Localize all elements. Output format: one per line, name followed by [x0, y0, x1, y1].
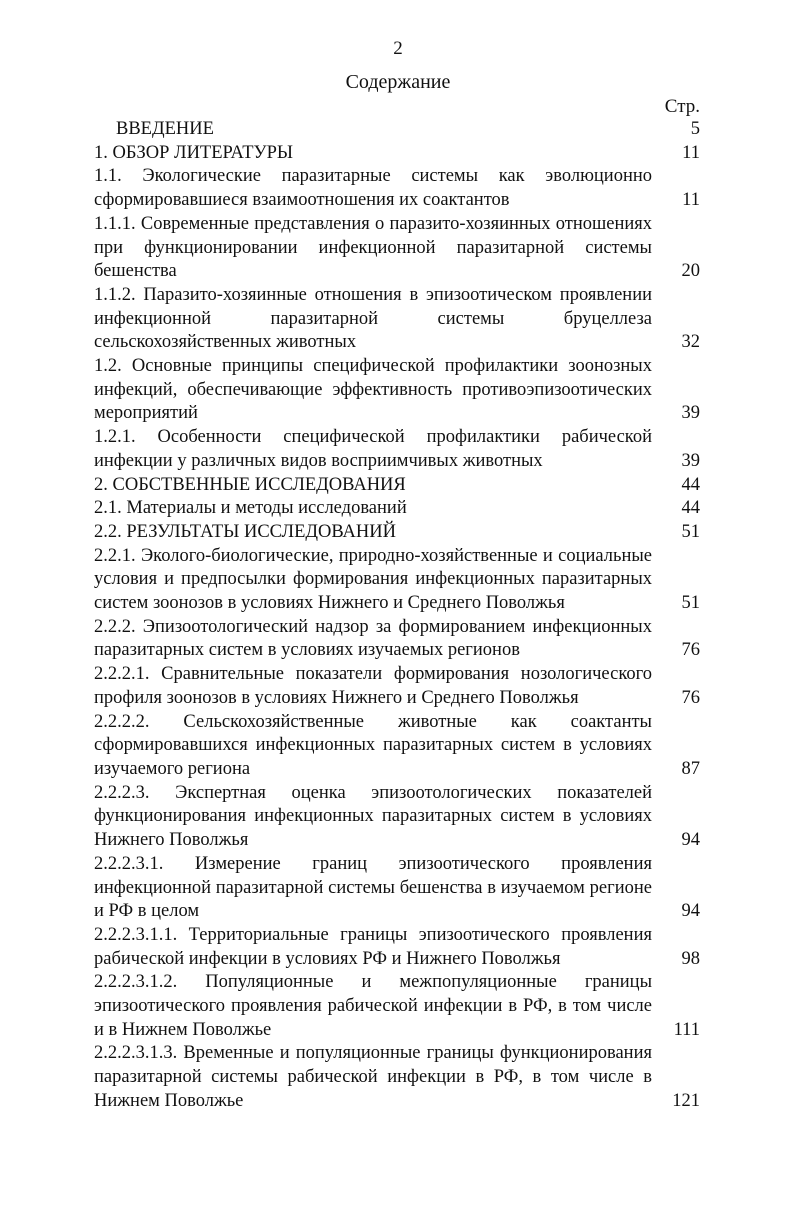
toc-entry: [94, 355, 700, 426]
toc-entry: [94, 663, 700, 710]
toc-entry: [94, 782, 700, 853]
toc-entry-text: 2.2.2.1. Сравнительные показатели формирования нозологического профиля зоонозов в условиях Нижнего и Среднего Поволжья: [94, 664, 652, 708]
toc-entry-text: 1.1.2. Паразито-хозяинные отношения в эпизоотическом проявлении инфекционной паразитарной системы бруцеллеза сельскохозяйственных животных: [94, 284, 652, 353]
toc-entry: [94, 497, 700, 521]
toc-entry: [94, 711, 700, 782]
toc-entry: [94, 1042, 700, 1113]
toc-entry-page: 20: [681, 261, 700, 282]
toc-entry-text: 2.1. Материалы и методы исследований: [94, 498, 407, 519]
toc-entry-text: 2.2.2.3. Экспертная оценка эпизоотологических показателей функционирования инфекционных паразитарных систем в условиях Нижнего Поволжья: [94, 782, 652, 851]
toc-entry-page: 121: [672, 1090, 700, 1111]
toc-entry-page: 5: [690, 119, 700, 139]
toc-entry: [94, 118, 700, 142]
toc-entry-page: 39: [681, 403, 700, 424]
toc-entry-text: 1. ОБЗОР ЛИТЕРАТУРЫ: [94, 142, 294, 163]
toc-entry-text: 2.2.1. Эколого-биологические, природно-хозяйственные и социальные условия и предпосылки формирования инфекционных паразитарных систем зоонозов в условиях Нижнего и Среднего Поволжья: [94, 545, 652, 614]
toc-entry-text: 2. СОБСТВЕННЫЕ ИССЛЕДОВАНИЯ: [94, 474, 406, 495]
toc-entry-page: 76: [681, 640, 700, 661]
toc-entry-page: 11: [682, 142, 700, 163]
toc-entry-text: ВВЕДЕНИЕ: [116, 119, 214, 139]
toc-entry: [94, 213, 700, 284]
toc-entry-text: 1.2. Основные принципы специфической профилактики зоонозных инфекций, обеспечивающие эффективность противоэпизоотических мероприятий: [94, 356, 652, 424]
toc-entry: [94, 474, 700, 498]
toc-entry-page: 32: [681, 332, 700, 353]
toc-entry-text: 2.2. РЕЗУЛЬТАТЫ ИССЛЕДОВАНИЙ: [94, 521, 396, 542]
toc-entry-page: 87: [681, 758, 700, 779]
page-number: 2: [393, 38, 403, 59]
toc-entry-page: 44: [681, 498, 700, 519]
toc-entry-page: 39: [681, 450, 700, 471]
toc-entry: [94, 521, 700, 545]
toc-entry: [94, 924, 700, 971]
toc-entry-page: 11: [682, 190, 700, 211]
toc-entry-page: 94: [681, 901, 700, 922]
toc-entry-page: 51: [681, 593, 700, 614]
toc-entry-page: 111: [673, 1019, 700, 1040]
toc-entry-text: 1.2.1. Особенности специфической профилактики рабической инфекции у различных видов восприимчивых животных: [94, 427, 652, 471]
toc-entry-text: 2.2.2.3.1.3. Временные и популяционные границы функционирования паразитарной системы рабической инфекции в РФ, в том числе в Нижнем Поволжье: [94, 1043, 652, 1111]
toc-entry: [94, 971, 700, 1042]
page-column-label: Стр.: [664, 96, 700, 117]
table-of-contents: [94, 118, 700, 1114]
toc-entry: [94, 284, 700, 355]
toc-entry: [94, 616, 700, 663]
toc-entry-text: 2.2.2.3.1. Измерение границ эпизоотического проявления инфекционной паразитарной системы бешенства в изучаемом регионе и РФ в целом: [94, 853, 652, 922]
toc-entry-text: 1.1. Экологические паразитарные системы как эволюционно сформировавшиеся взаимоотношения их соактантов: [94, 166, 652, 211]
toc-entry-text: 1.1.1. Современные представления о паразито-хозяинных отношениях при функционировании инфекционной паразитарной системы бешенства: [94, 213, 652, 282]
toc-entry-page: 94: [681, 830, 700, 851]
page-title: Содержание: [345, 71, 451, 93]
toc-entry: [94, 165, 700, 212]
toc-entry-text: 2.2.2.3.1.1. Территориальные границы эпизоотического проявления рабической инфекции в условиях РФ и Нижнего Поволжья: [94, 924, 652, 969]
toc-entry-text: 2.2.2.3.1.2. Популяционные и межпопуляционные границы эпизоотического проявления рабической инфекции в РФ, в том числе и в Нижнем Поволжье: [94, 972, 652, 1040]
toc-entry-page: 44: [681, 474, 700, 495]
toc-entry: [94, 426, 700, 473]
toc-entry-page: 98: [681, 948, 700, 969]
toc-entry: [94, 142, 700, 166]
toc-entry-text: 2.2.2. Эпизоотологический надзор за формированием инфекционных паразитарных систем в условиях изучаемых регионов: [94, 616, 652, 661]
toc-entry: [94, 545, 700, 616]
toc-entry-page: 76: [681, 687, 700, 708]
toc-entry-text: 2.2.2.2. Сельскохозяйственные животные как соактанты сформировавшихся инфекционных паразитарных систем в условиях изучаемого региона: [94, 711, 652, 779]
toc-entry: [94, 853, 700, 924]
toc-entry-page: 51: [681, 521, 700, 542]
